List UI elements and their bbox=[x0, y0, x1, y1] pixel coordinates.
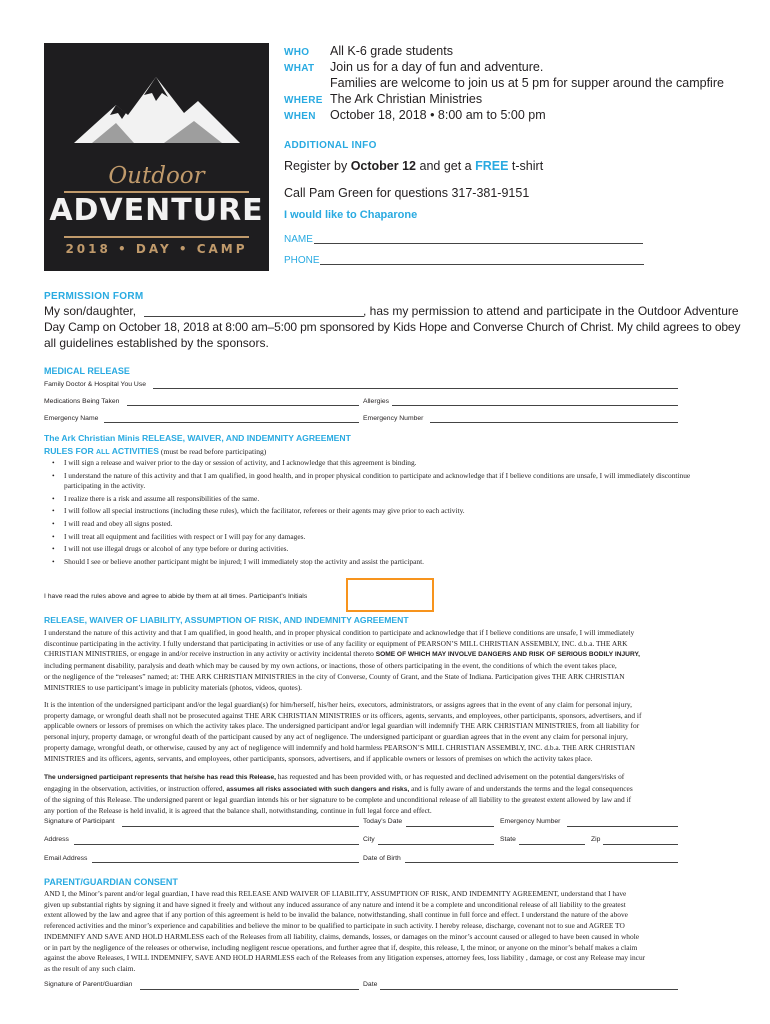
parent-signature-field[interactable] bbox=[140, 989, 359, 990]
permission-form-title: PERMISSION FORM bbox=[44, 291, 144, 302]
rule-item: • I will read and obey all signs posted. bbox=[52, 518, 173, 528]
who-label: WHO bbox=[284, 47, 310, 58]
when-value: October 18, 2018 • 8:00 am to 5:00 pm bbox=[330, 108, 546, 122]
release-paragraph-2: It is the intention of the undersigned participant and/or the legal guardian(s) for him/herself, his/her heirs, executors, administrators, or assigns agrees that in the event of any claim for personal injury, property damage, or wrongful death shall not be prosecuted against THE ARK CHRISTIAN MINISTRIES or its officers, agents, servants, and employees, other participants, sponsors, advertisers, and if applicable owners or lessors of premises on which the activity takes place. The undersigned participant and/or legal guardian will indemnify THE ARK CHRISTIAN MINISTRIES, from all liability for personal injury, property damage, or wrongful death of the participant caused by any act of negligence. The undersigned participant or guardian agrees that in the event any claim for personal injury, property damage, wrongful death, or otherwise, caused by any act of negligence will indemnify and hold harmless PEARSON’S MILL CHRISTIAN ASSEMBLY, INC. d.b.a. THE ARK CHRISTIAN MINISTRIES and its officers, agents, servants, and employees, other participants, sponsors, advertisers, and if applicable owners or lessors of premises on which the activity takes place. bbox=[44, 700, 642, 763]
call-text: Call Pam Green for questions 317-381-9151 bbox=[284, 186, 530, 200]
permission-line-3: all guidelines established by the sponsors. bbox=[44, 336, 269, 350]
rule-item: • Should I see or believe another participant might be injured; I will immediately stop the activity and assist the participant. bbox=[52, 556, 424, 566]
parent-signature-label: Signature of Parent/Guardian bbox=[44, 981, 133, 988]
allergies-field[interactable] bbox=[392, 405, 678, 406]
permission-line-1-post: , has my permission to attend and participate in the Outdoor Adventure bbox=[363, 304, 739, 318]
parent-consent-title: PARENT/GUARDIAN CONSENT bbox=[44, 877, 178, 887]
rule-item: • I will treat all equipment and facilities with respect or I will pay for any damages. bbox=[52, 531, 306, 541]
what-value: Join us for a day of fun and adventure. bbox=[330, 60, 544, 74]
outdoor-adventure-logo bbox=[44, 43, 269, 271]
medical-release-title: MEDICAL RELEASE bbox=[44, 366, 130, 376]
release-title: RELEASE, WAIVER OF LIABILITY, ASSUMPTION OF RISK, AND INDEMNITY AGREEMENT bbox=[44, 615, 409, 625]
chaperone-heading: I would like to Chaparone bbox=[284, 209, 418, 221]
rule-item: • I realize there is a risk and assume all responsibilities of the same. bbox=[52, 493, 260, 503]
chaperone-phone-field[interactable] bbox=[320, 264, 644, 265]
logo-adventure-text: ADVENTURE bbox=[49, 193, 264, 228]
chaperone-phone-label: PHONE bbox=[284, 255, 320, 266]
todays-date-field[interactable] bbox=[406, 826, 494, 827]
logo-divider bbox=[64, 236, 249, 238]
emergency-number-label: Emergency Number bbox=[363, 415, 424, 422]
allergies-label: Allergies bbox=[363, 398, 390, 405]
email-label: Email Address bbox=[44, 855, 88, 862]
release-paragraph-1: I understand the nature of this activity and that I am qualified, in good health, and in proper physical condition to participate and acknowledge that if I believe conditions are unsafe, I will immediately discontinue participating in the activity. I fully understand that participating in activities or use of any facility or equipment of PEARSON’S MILL CHRISTIAN ASSEMBLY, INC. d.b.a. THE ARK CHRISTIAN MINISTRIES, or engage in and/or receive instruction in any activity or activity incidental thereto SOME OF WHICH MAY INVOLVE DANGERS AND RISK OF SERIOUS BODILY INJURY, including permanent disability, paralysis and death which may be caused by my own actions, or inactions, those of others participating in the event, the conditions of which the event takes place, or the negligence of the “releases” named; at: THE ARK CHRISTIAN MINISTRIES in the city of Converse, County of Grant, and the State of Indiana. Participation gives THE ARK CHRISTIAN MINISTRIES to use participant’s image in publicity materials (photos, videos, quotes). bbox=[44, 628, 640, 692]
address-field[interactable] bbox=[74, 844, 359, 845]
parent-date-field[interactable] bbox=[380, 989, 678, 990]
todays-date-label: Today’s Date bbox=[363, 818, 403, 825]
what-value-2: Families are welcome to join us at 5 pm for supper around the campfire bbox=[330, 76, 724, 90]
rule-item: • I will not use illegal drugs or alcohol of any type before or during activities. bbox=[52, 544, 289, 554]
mountains-icon bbox=[44, 43, 269, 173]
participant-signature-label: Signature of Participant bbox=[44, 818, 115, 825]
rules-subtitle: RULES FOR ALL ACTIVITIES (must be read before participating) bbox=[44, 446, 267, 456]
participant-signature-field[interactable] bbox=[122, 826, 359, 827]
release-emergency-number-label: Emergency Number bbox=[500, 818, 561, 825]
parent-date-label: Date bbox=[363, 981, 378, 988]
permission-line-2: Day Camp on October 18, 2018 at 8:00 am–5:00 pm sponsored by Kids Hope and Converse Church of Christ. My child agrees to obey bbox=[44, 320, 741, 334]
state-label: State bbox=[500, 836, 516, 843]
participant-initials-box[interactable] bbox=[346, 578, 434, 612]
release-paragraph-3: The undersigned participant represents that he/she has read this Release, has requested and has been provided with, or has requested and declined advisement on the potential dangers/risks of engaging in the observation, activities, or instruction offered, assumes all risks associated with such dangers and risks, and is fully aware of and understands the terms and the legal consequences of the signing of this Release. The undersigned parent or legal guardian intends his or her signature to be complete and unconditional release of all liability to the greatest extent allowed by law and if any portion of the Release is held invalid, it is agreed that the balance shall, notwithstanding, continue in full legal force and effect. bbox=[44, 772, 633, 816]
rule-item: • I will sign a release and waiver prior to the day or session of activity, and I acknowledge that this agreement is binding. bbox=[52, 458, 417, 467]
dob-field[interactable] bbox=[405, 862, 678, 863]
emergency-name-label: Emergency Name bbox=[44, 415, 99, 422]
doctor-field[interactable] bbox=[153, 388, 678, 389]
chaperone-name-label: NAME bbox=[284, 234, 313, 245]
medications-field[interactable] bbox=[127, 405, 359, 406]
dob-label: Date of Birth bbox=[363, 855, 401, 862]
what-label: WHAT bbox=[284, 63, 315, 74]
chaperone-name-field[interactable] bbox=[314, 243, 643, 244]
doctor-label: Family Doctor & Hospital You Use bbox=[44, 381, 146, 388]
who-value: All K-6 grade students bbox=[330, 44, 453, 58]
zip-label: Zip bbox=[591, 836, 601, 843]
state-field[interactable] bbox=[519, 844, 585, 845]
where-label: WHERE bbox=[284, 95, 323, 106]
rules-agreement-title: The Ark Christian Minis RELEASE, WAIVER, AND INDEMNITY AGREEMENT bbox=[44, 433, 351, 443]
logo-outdoor-text: Outdoor bbox=[108, 163, 205, 189]
city-field[interactable] bbox=[378, 844, 494, 845]
logo-daycamp-text: 2018 • DAY • CAMP bbox=[65, 242, 248, 256]
child-name-field[interactable] bbox=[144, 316, 364, 317]
rule-item: • I understand the nature of this activity and that I am qualified, in good health, and in proper physical condition to participate and acknowledge that if I believe conditions are unsafe, I will immediately discontinue participating in the activity. bbox=[52, 470, 691, 491]
when-label: WHEN bbox=[284, 111, 316, 122]
additional-info-title: ADDITIONAL INFO bbox=[284, 140, 377, 151]
emergency-number-field[interactable] bbox=[430, 422, 678, 423]
medications-label: Medications Being Taken bbox=[44, 398, 120, 405]
city-label: City bbox=[363, 836, 375, 843]
rule-item: • I will follow all special instructions (including these rules), which the facilitator, referees or their agents may give prior to each activity. bbox=[52, 506, 465, 516]
emergency-name-field[interactable] bbox=[104, 422, 359, 423]
permission-line-1-pre: My son/daughter, bbox=[44, 304, 137, 318]
initials-label: I have read the rules above and agree to abide by them at all times. Participant’s Initials bbox=[44, 593, 308, 600]
register-text: Register by October 12 and get a FREE t-shirt bbox=[284, 159, 544, 173]
parent-consent-paragraph: AND I, the Minor’s parent and/or legal guardian, I have read this RELEASE AND WAIVER OF LIABILITY, ASSUMPTION OF RISK, AND INDEMNITY AGREEMENT, understand that I have given up substantial rights by signing it and have signed it freely and without any induced assurance of any nature and intend it be a complete and unconditional release of all liability to the greatest extent allowed by the law and agree that if any portion of this agreement is held to be invalid the balance, notwithstanding, shall continue in full force and effect. I understand the nature of the above referenced activities and the minor’s experience and capabilities and believe the minor to be qualified to participate in such activity. I hereby release, discharge, covenant not to sue and AGREE TO INDEMNIFY AND SAVE AND HOLD HARMLESS each of the Releases from all liability, claims, demands, losses, or damages on the minor’s account caused or alleged to have been caused in whole or in part by the negligence of the releases or otherwise, including negligent rescue operations, and further agree that if, despite, this release, I, the minor, or anyone on the minor’s behalf makes a claim against the above Releases, I WILL INDEMNIFY, SAVE AND HOLD HARMLESS each of the Releases from any litigation expenses, attorney fees, loss liability , damage, or cost any Release may incur as the result of any such claim. bbox=[44, 889, 646, 973]
release-emergency-number-field[interactable] bbox=[567, 826, 678, 827]
where-value: The Ark Christian Ministries bbox=[330, 92, 483, 106]
address-label: Address bbox=[44, 836, 69, 843]
rules-list bbox=[52, 458, 724, 569]
zip-field[interactable] bbox=[603, 844, 678, 845]
email-field[interactable] bbox=[92, 862, 359, 863]
